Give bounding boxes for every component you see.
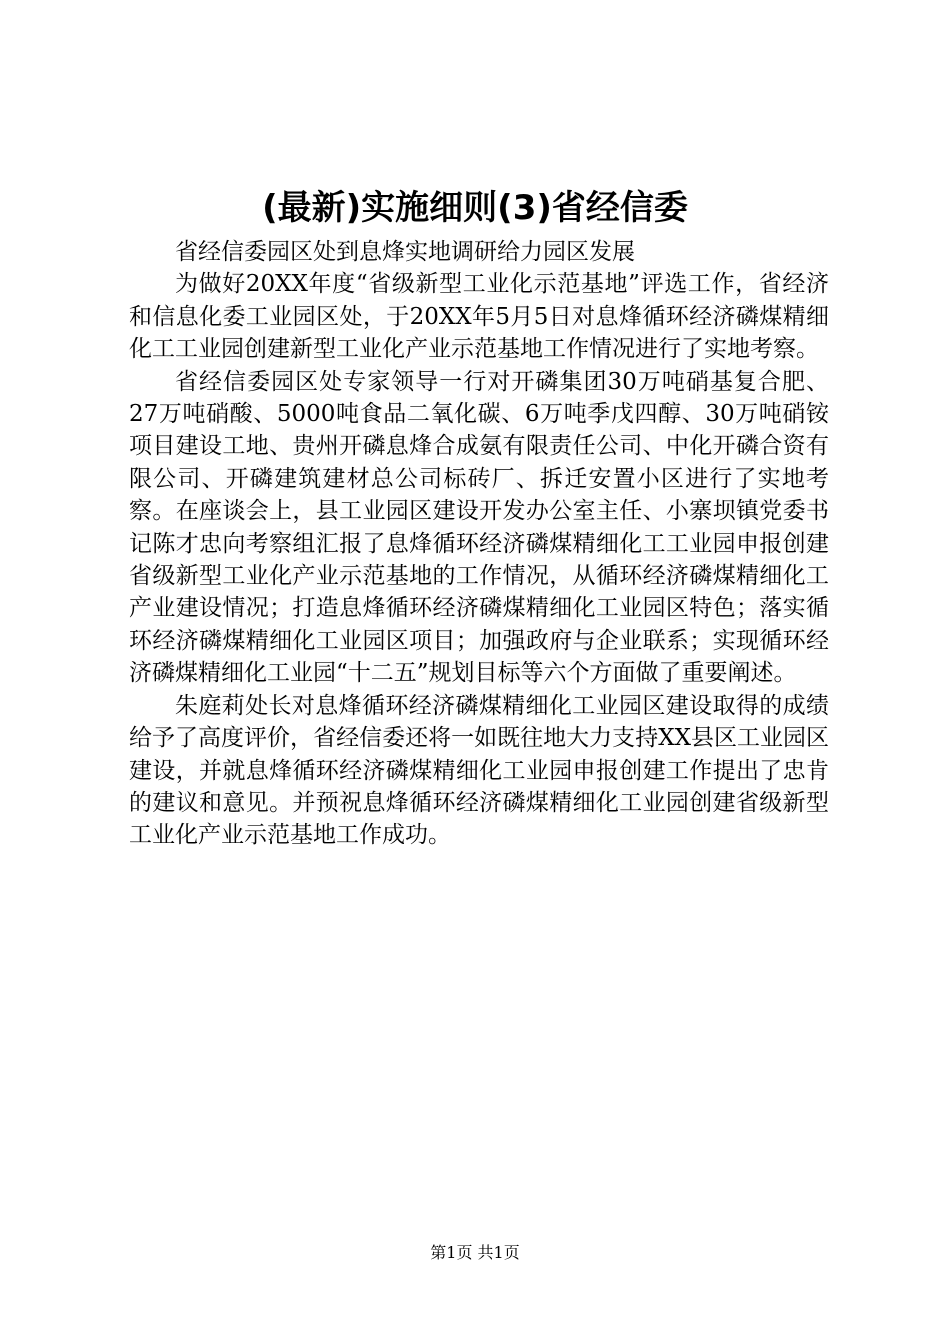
paragraph-2: 省经信委园区处专家领导一行对开磷集团30万吨硝基复合肥、27万吨硝酸、5000吨食品二氧化碳、6万吨季戊四醇、30万吨硝铵项目建设工地、贵州开磷息烽合成氨有限责任公司、中化开磷合资有限公司、开磷建筑建材总公司标砖厂、拆迁安置小区进行了实地考察。在座谈会上，县工业园区建设开发办公室主任、小寨坝镇党委书记陈才忠向考察组汇报了息烽循环经济磷煤精细化工工业园申报创建省级新型工业化产业示范基地的工作情况，从循环经济磷煤精细化工产业建设情况；打造息烽循环经济磷煤精细化工业园区特色；落实循环经济磷煤精细化工业园区项目；加强政府与企业联系；实现循环经济磷煤精细化工业园“十二五”规划目标等六个方面做了重要阐述。 bbox=[129, 368, 829, 687]
paragraph-1: 为做好20XX年度“省级新型工业化示范基地”评选工作，省经济和信息化委工业园区处，于20XX年5月5日对息烽循环经济磷煤精细化工工业园创建新型工业化产业示范基地工作情况进行了实地考察。 bbox=[129, 271, 829, 363]
document-body bbox=[129, 236, 829, 852]
page-number-footer: 第1页 共1页 bbox=[430, 1243, 520, 1262]
paragraph-subtitle: 省经信委园区处到息烽实地调研给力园区发展 bbox=[175, 239, 635, 265]
paragraph-3: 朱庭莉处长对息烽循环经济磷煤精细化工业园区建设取得的成绩给予了高度评价，省经信委还将一如既往地大力支持XX县区工业园区建设，并就息烽循环经济磷煤精细化工业园申报创建工作提出了忠肯的建议和意见。并预祝息烽循环经济磷煤精细化工业园创建省级新型工业化产业示范基地工作成功。 bbox=[129, 692, 829, 849]
document-title: (最新)实施细则(3)省经信委 bbox=[262, 188, 688, 228]
